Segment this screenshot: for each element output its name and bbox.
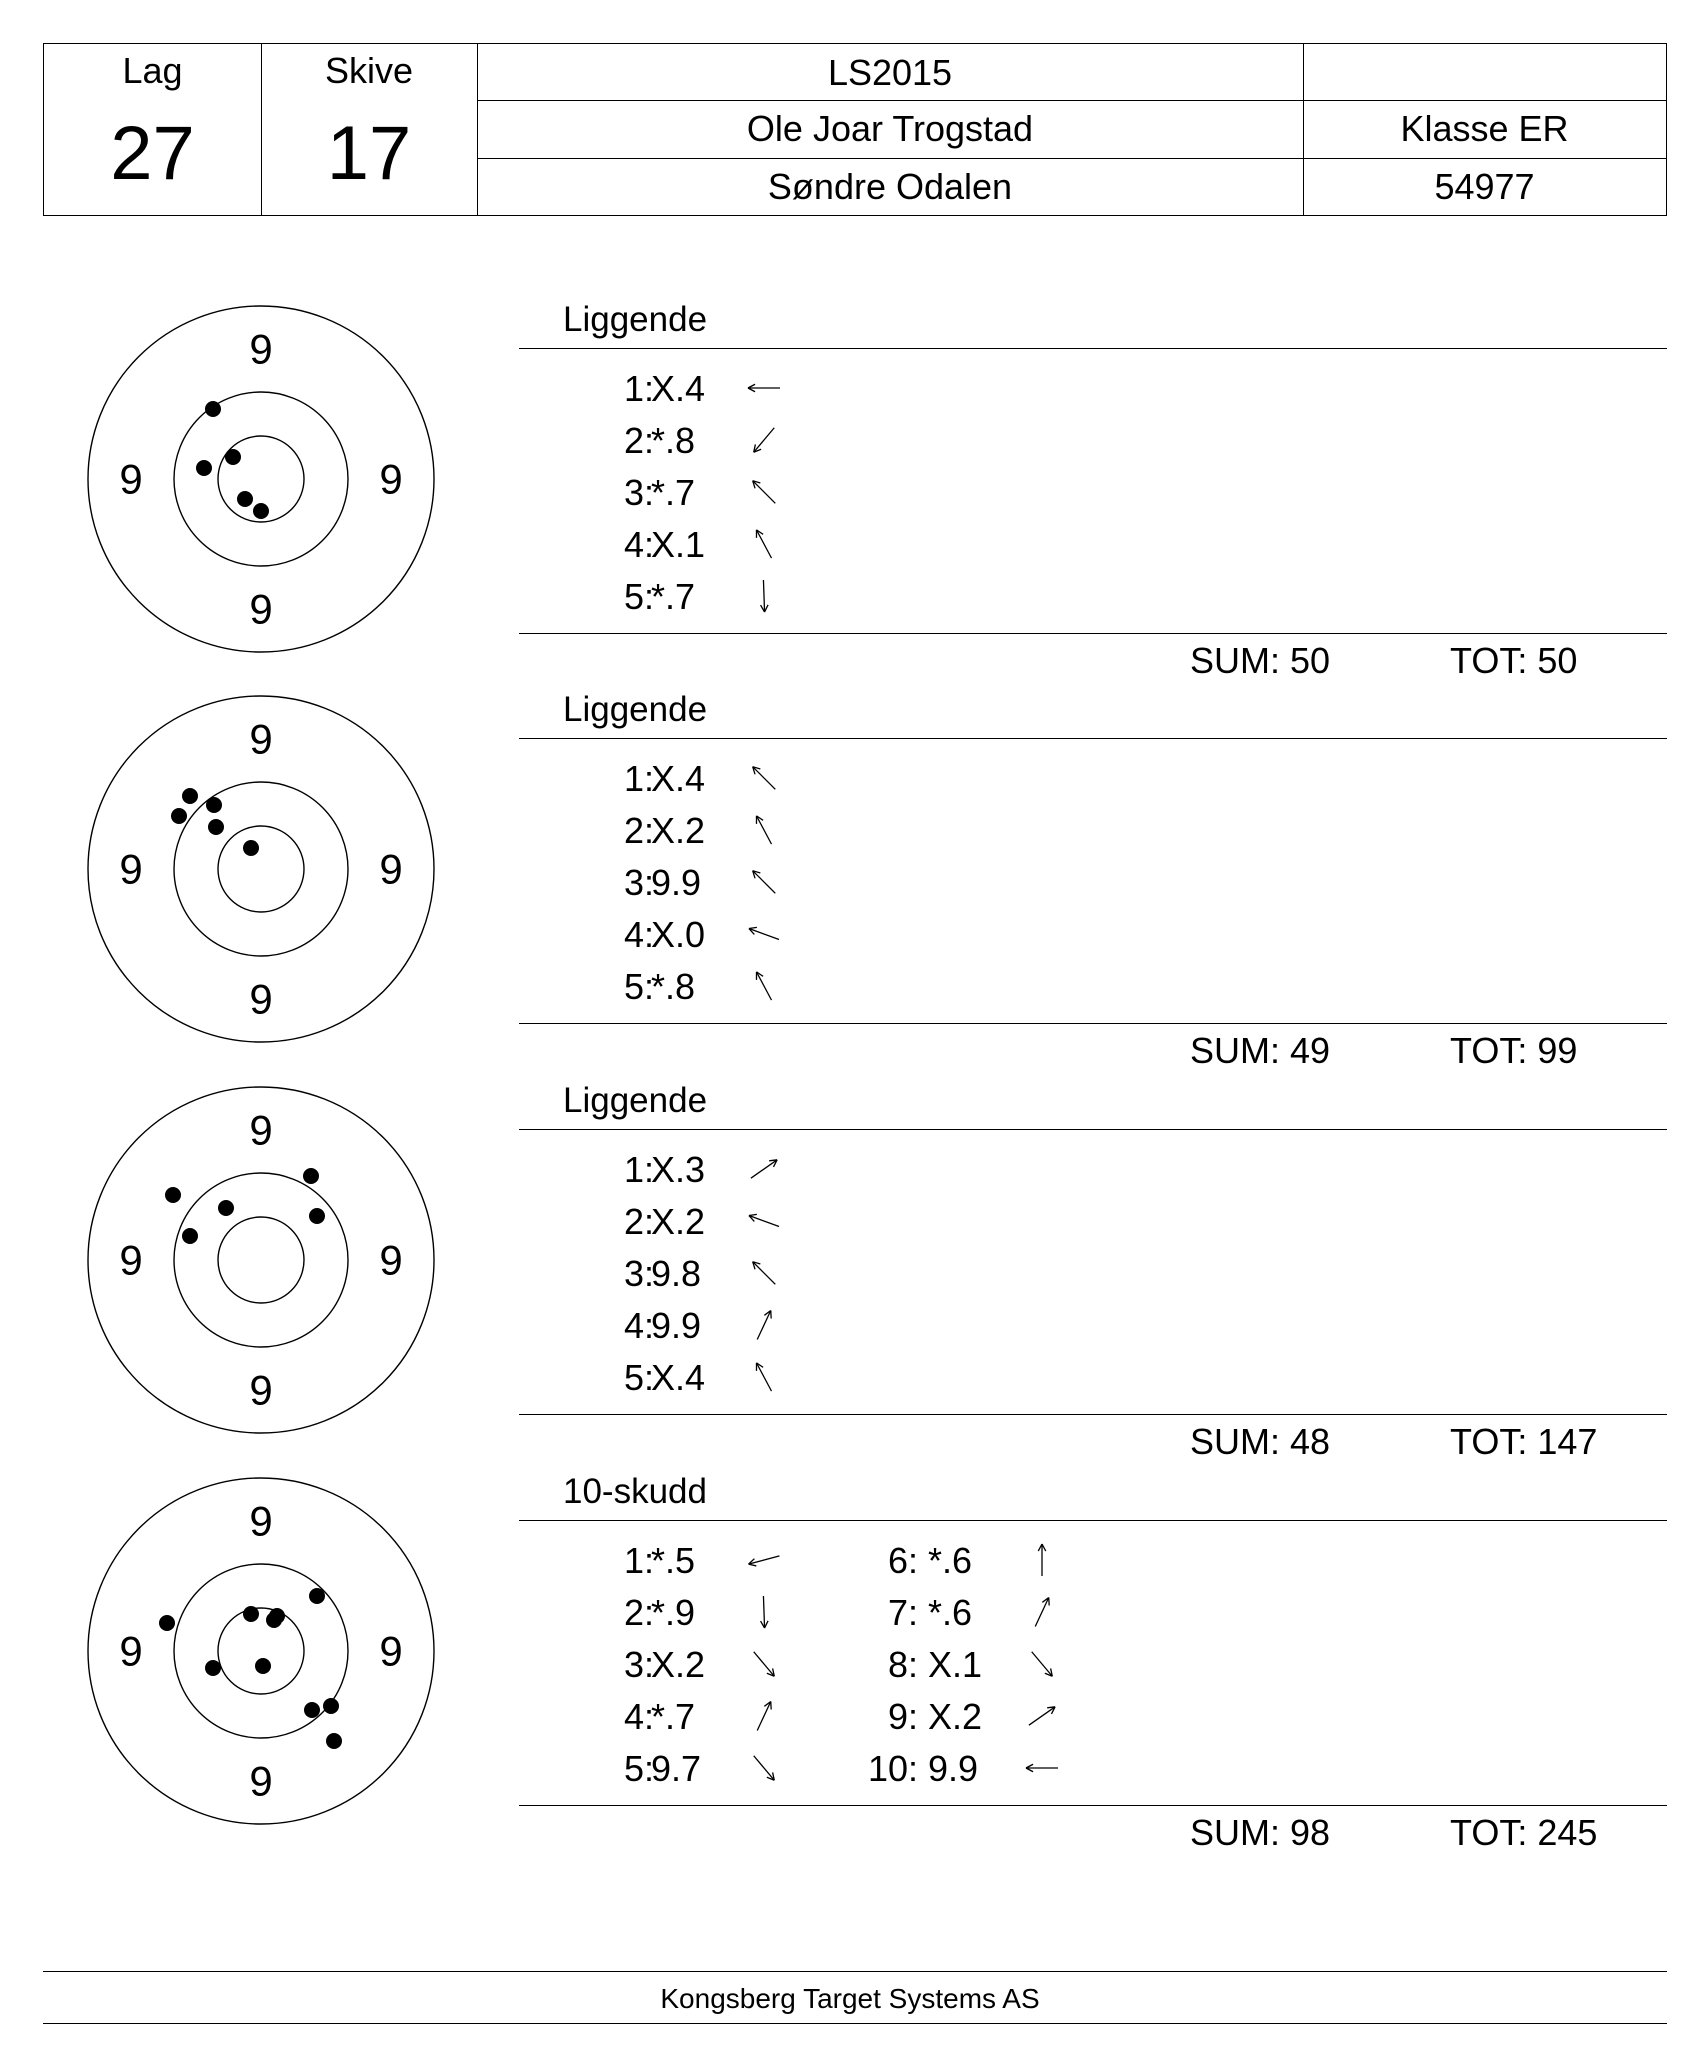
shot-number: 2: <box>623 420 654 461</box>
direction-arrow-icon <box>742 756 786 800</box>
skive-value: 17 <box>326 111 412 196</box>
shot-hole <box>182 788 198 804</box>
direction-arrow-icon <box>742 912 786 956</box>
header-table <box>43 43 1667 216</box>
shot-number: 1: <box>623 368 654 409</box>
ring-label: 9 <box>249 585 273 633</box>
shot-value: X.4 <box>651 1357 706 1398</box>
shot-number: 4: <box>623 914 654 955</box>
shot-number: 2: <box>623 1201 654 1242</box>
series-total: TOT: 99 <box>1450 1030 1578 1071</box>
series-total: TOT: 245 <box>1450 1812 1598 1853</box>
shot-value: *.7 <box>651 472 696 513</box>
shot-hole <box>225 449 241 465</box>
shot-hole <box>218 1200 234 1216</box>
shot-hole <box>196 460 212 476</box>
direction-arrow-icon <box>742 418 786 462</box>
shot-number: 3: <box>623 862 654 903</box>
direction-arrow-icon <box>1020 1642 1064 1686</box>
ring-label: 9 <box>379 845 403 893</box>
shot-hole <box>253 503 269 519</box>
shot-hole <box>326 1733 342 1749</box>
direction-arrow-icon <box>742 1590 786 1634</box>
ring-label: 9 <box>249 1757 273 1805</box>
shot-hole <box>255 1658 271 1674</box>
series-divider <box>519 633 1667 634</box>
direction-arrow-icon <box>742 808 786 852</box>
shot-value: X.3 <box>651 1149 706 1190</box>
shot-value: *.7 <box>651 576 696 617</box>
ring-label: 9 <box>379 1627 403 1675</box>
shot-number: 5: <box>623 966 654 1007</box>
divider <box>477 158 1666 159</box>
target-diagram <box>86 304 436 654</box>
shot-hole <box>237 491 253 507</box>
target-diagram <box>86 1085 436 1435</box>
direction-arrow-icon <box>742 574 786 618</box>
ring-label: 9 <box>249 975 273 1023</box>
shot-value: X.2 <box>928 1696 983 1737</box>
ring-label: 9 <box>119 1236 143 1284</box>
shot-value: X.1 <box>651 524 706 565</box>
direction-arrow-icon <box>1020 1538 1064 1582</box>
shot-value: *.6 <box>928 1592 973 1633</box>
shot-value: 9.9 <box>651 1305 702 1346</box>
ring-label: 9 <box>379 1236 403 1284</box>
direction-arrow-icon <box>742 1303 786 1347</box>
shot-hole <box>159 1615 175 1631</box>
shot-number: 2: <box>623 810 654 851</box>
shot-value: 9.9 <box>651 862 702 903</box>
shot-value: 9.8 <box>651 1253 702 1294</box>
shot-hole <box>165 1187 181 1203</box>
series-sum: SUM: 50 <box>1190 640 1331 681</box>
direction-arrow-icon <box>742 470 786 514</box>
shot-hole <box>303 1168 319 1184</box>
direction-arrow-icon <box>1020 1590 1064 1634</box>
series-total: TOT: 147 <box>1450 1421 1598 1462</box>
shot-number: 7: <box>887 1592 918 1633</box>
shot-hole <box>243 840 259 856</box>
shot-hole <box>323 1698 339 1714</box>
lag-value: 27 <box>110 111 195 196</box>
ring-label: 9 <box>249 1497 273 1545</box>
series-divider <box>519 738 1667 739</box>
ring-label: 9 <box>119 455 143 503</box>
direction-arrow-icon <box>742 1538 786 1582</box>
shot-hole <box>208 819 224 835</box>
target-ring <box>174 392 348 566</box>
shot-number: 5: <box>623 1748 654 1789</box>
series-sum: SUM: 49 <box>1190 1030 1331 1071</box>
target-ring <box>218 1608 304 1694</box>
direction-arrow-icon <box>742 1355 786 1399</box>
shot-number: 3: <box>623 472 654 513</box>
shot-number: 3: <box>623 1253 654 1294</box>
shot-value: X.0 <box>651 914 706 955</box>
shot-value: 9.9 <box>928 1748 979 1789</box>
direction-arrow-icon <box>742 1251 786 1295</box>
series-title: 10-skudd <box>563 1472 707 1511</box>
direction-arrow-icon <box>1020 1746 1064 1790</box>
series-divider <box>519 348 1667 349</box>
ring-label: 9 <box>249 715 273 763</box>
shot-value: *.8 <box>651 966 696 1007</box>
shot-hole <box>206 797 222 813</box>
club-name: Søndre Odalen <box>767 166 1013 207</box>
shot-value: 9.7 <box>651 1748 702 1789</box>
shot-number: 8: <box>887 1644 918 1685</box>
ring-label: 9 <box>249 1106 273 1154</box>
series-divider <box>519 1414 1667 1415</box>
series-divider <box>519 1023 1667 1024</box>
target-ring <box>218 1217 304 1303</box>
ring-label: 9 <box>249 1366 273 1414</box>
shot-number: 4: <box>623 1696 654 1737</box>
direction-arrow-icon <box>742 860 786 904</box>
shooter-name: Ole Joar Trogstad <box>746 108 1034 149</box>
shot-number: 5: <box>623 1357 654 1398</box>
target-diagram <box>86 1476 436 1826</box>
divider <box>477 100 1666 101</box>
shot-value: X.2 <box>651 1201 706 1242</box>
target-ring <box>174 782 348 956</box>
shot-value: *.9 <box>651 1592 696 1633</box>
shot-hole <box>266 1612 282 1628</box>
shot-number: 9: <box>887 1696 918 1737</box>
shot-number: 5: <box>623 576 654 617</box>
shot-number: 6: <box>887 1540 918 1581</box>
shot-number: 4: <box>623 1305 654 1346</box>
event-name: LS2015 <box>827 52 953 93</box>
lag-label: Lag <box>122 50 183 91</box>
shot-hole <box>304 1702 320 1718</box>
shot-value: X.2 <box>651 1644 706 1685</box>
direction-arrow-icon <box>742 1746 786 1790</box>
target-ring <box>174 1173 348 1347</box>
shot-value: *.5 <box>651 1540 696 1581</box>
series-title: Liggende <box>563 1081 708 1120</box>
direction-arrow-icon <box>742 366 786 410</box>
shot-number: 3: <box>623 1644 654 1685</box>
direction-arrow-icon <box>742 522 786 566</box>
shot-value: *.8 <box>651 420 696 461</box>
shot-value: X.4 <box>651 758 706 799</box>
ring-label: 9 <box>119 1627 143 1675</box>
shot-value: *.7 <box>651 1696 696 1737</box>
shot-value: X.2 <box>651 810 706 851</box>
ring-label: 9 <box>119 845 143 893</box>
direction-arrow-icon <box>1020 1694 1064 1738</box>
direction-arrow-icon <box>742 1199 786 1243</box>
target-ring <box>218 826 304 912</box>
shot-value: X.4 <box>651 368 706 409</box>
footer-text: Kongsberg Target Systems AS <box>660 1983 1040 2014</box>
series-sum: SUM: 98 <box>1190 1812 1331 1853</box>
class-label: Klasse ER <box>1400 108 1569 149</box>
series-title: Liggende <box>563 690 708 729</box>
shot-hole <box>171 808 187 824</box>
shot-hole <box>243 1606 259 1622</box>
shot-number: 2: <box>623 1592 654 1633</box>
series-title: Liggende <box>563 300 708 339</box>
shot-number: 4: <box>623 524 654 565</box>
skive-label: Skive <box>324 50 414 91</box>
series-total: TOT: 50 <box>1450 640 1578 681</box>
direction-arrow-icon <box>742 1694 786 1738</box>
shot-number: 1: <box>623 758 654 799</box>
footer-divider <box>43 1971 1667 1972</box>
target-diagram <box>86 694 436 1044</box>
ring-label: 9 <box>249 325 273 373</box>
shot-hole <box>205 401 221 417</box>
direction-arrow-icon <box>742 1147 786 1191</box>
shot-hole <box>205 1660 221 1676</box>
direction-arrow-icon <box>742 1642 786 1686</box>
shot-hole <box>182 1228 198 1244</box>
series-divider <box>519 1129 1667 1130</box>
series-divider <box>519 1805 1667 1806</box>
shooter-id: 54977 <box>1434 166 1535 207</box>
shot-hole <box>309 1588 325 1604</box>
direction-arrow-icon <box>742 964 786 1008</box>
shot-value: *.6 <box>928 1540 973 1581</box>
shot-number: 1: <box>623 1540 654 1581</box>
series-divider <box>519 1520 1667 1521</box>
shot-hole <box>309 1208 325 1224</box>
ring-label: 9 <box>379 455 403 503</box>
series-sum: SUM: 48 <box>1190 1421 1331 1462</box>
footer-divider <box>43 2023 1667 2024</box>
shot-number: 10: <box>868 1748 919 1789</box>
shot-number: 1: <box>623 1149 654 1190</box>
shot-value: X.1 <box>928 1644 983 1685</box>
